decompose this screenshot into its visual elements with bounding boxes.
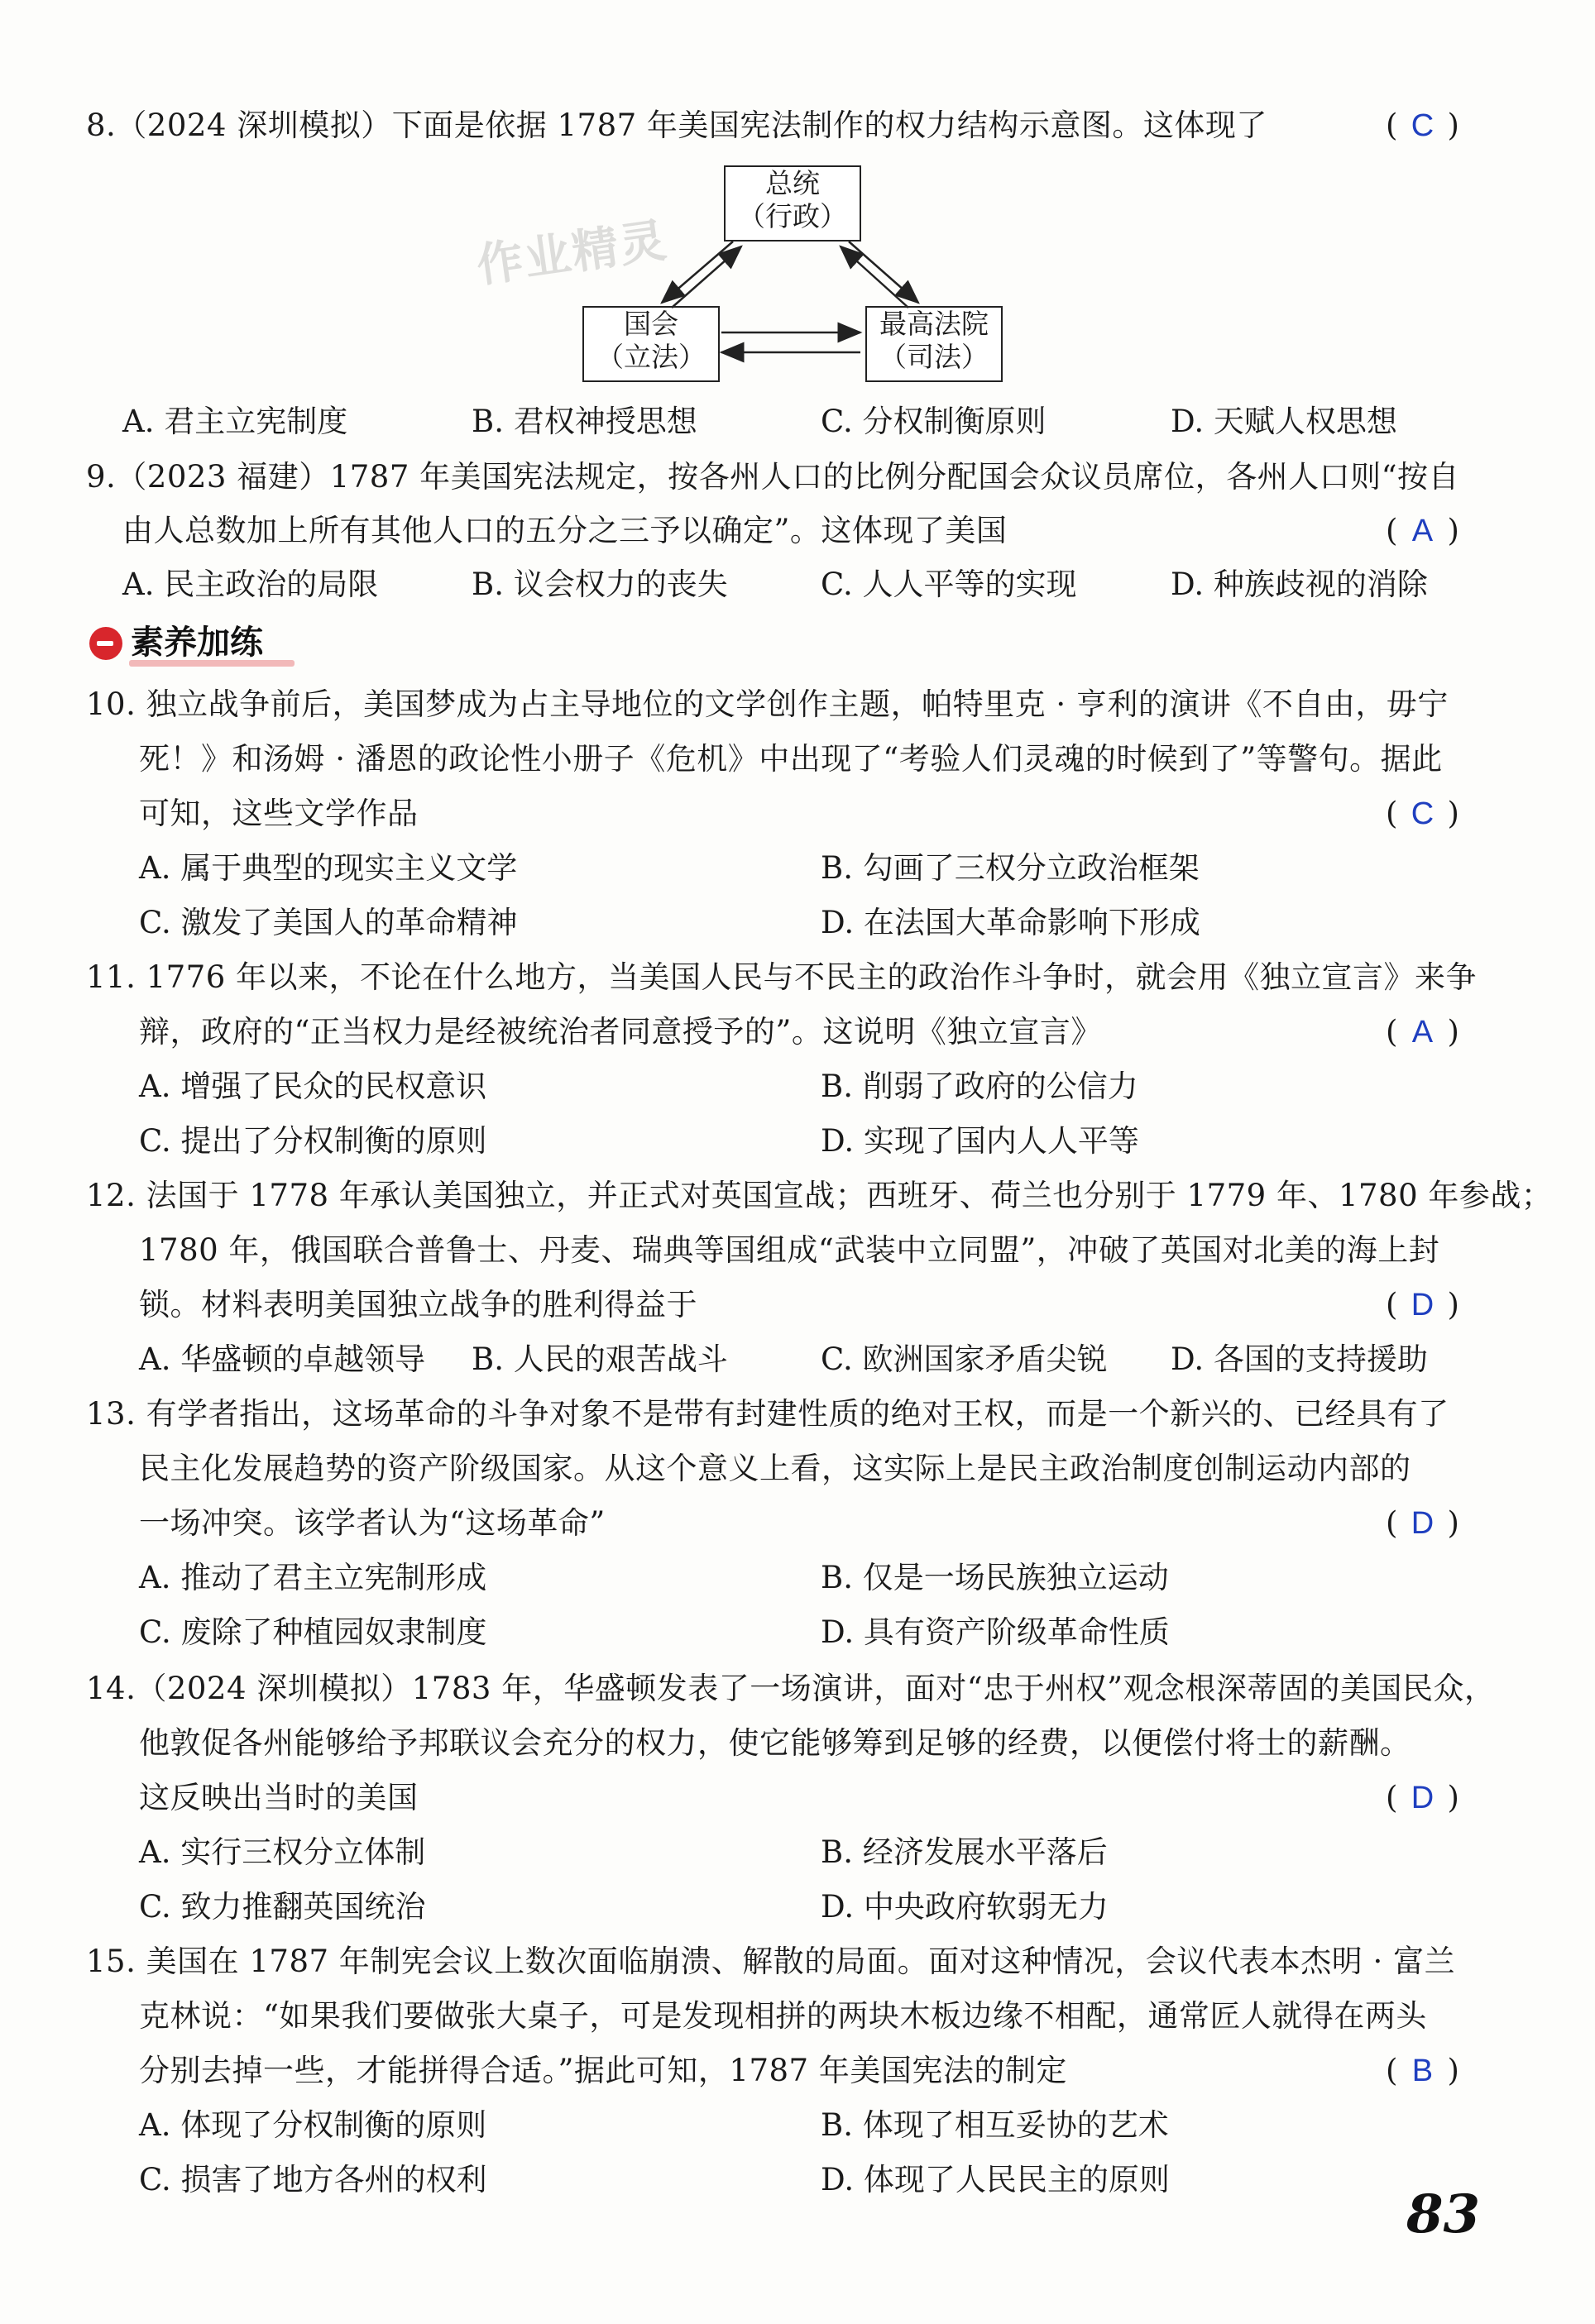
q15-answer: ( B ) (1386, 2053, 1459, 2088)
section-title: 素养加练 (131, 624, 263, 662)
box-president-title: 总统 (765, 167, 820, 199)
q12-line-1: 12. 法国于 1778 年承认美国独立，并正式对英国宣战；西班牙、荷兰也分别于 1779 年、1780 年参战； (86, 1178, 1553, 1213)
q10-option-d[interactable]: D. 在法国大革命影响下形成 (821, 905, 1200, 940)
q14-line-2: 他敦促各州能够给予邦联议会充分的权力，使它能够筹到足够的经费，以便偿付将士的薪酬。 (139, 1725, 1411, 1761)
q8-stem: 8.（2024 深圳模拟）下面是依据 1787 年美国宪法制作的权力结构示意图。这体现了 (86, 108, 1267, 143)
q12-answer: ( D ) (1386, 1287, 1459, 1322)
q10-line-2: 死！》和汤姆 · 潘恩的政论性小册子《危机》中出现了“考验人们灵魂的时候到了”等警句。据此 (139, 741, 1443, 777)
q13-answer: ( D ) (1386, 1505, 1459, 1541)
box-congress-role: （立法） (596, 341, 706, 373)
q12-line-2: 1780 年，俄国联合普鲁士、丹麦、瑞典等国组成“武装中立同盟”，冲破了英国对北美的海上封 (139, 1232, 1440, 1268)
q14-line-1: 14.（2024 深圳模拟）1783 年，华盛顿发表了一场演讲，面对“忠于州权”观念根深蒂固的美国民众， (86, 1671, 1496, 1706)
q11-option-c[interactable]: C. 提出了分权制衡的原则 (139, 1123, 487, 1159)
q8-answer-letter: C (1411, 108, 1435, 143)
q14-answer: ( D ) (1386, 1780, 1459, 1815)
section-header (89, 619, 296, 667)
box-court-role: （司法） (879, 341, 989, 373)
q10-option-c[interactable]: C. 激发了美国人的革命精神 (139, 905, 518, 940)
q9-option-d[interactable]: D. 种族歧视的消除 (1171, 567, 1428, 602)
q14-option-c[interactable]: C. 致力推翻英国统治 (139, 1889, 426, 1925)
q9-option-b[interactable]: B. 议会权力的丧失 (472, 567, 728, 602)
q8-answer: ( C ) (1386, 108, 1459, 143)
q9-answer: ( A ) (1386, 513, 1459, 548)
q11-line-2: 辩，政府的“正当权力是经被统治者同意授予的”。这说明《独立宣言》 (139, 1014, 1102, 1050)
q13-option-d[interactable]: D. 具有资产阶级革命性质 (821, 1614, 1170, 1650)
q15-option-d[interactable]: D. 体现了人民民主的原则 (821, 2162, 1170, 2197)
page-number: 83 (1406, 2183, 1481, 2245)
q11-option-b[interactable]: B. 削弱了政府的公信力 (821, 1069, 1138, 1104)
q14-option-a[interactable]: A. 实行三权分立体制 (139, 1834, 426, 1870)
q9-line-1: 9.（2023 福建）1787 年美国宪法规定，按各州人口的比例分配国会众议员席位，各州人口则“按自 (86, 459, 1460, 495)
q10-line-1: 10. 独立战争前后，美国梦成为占主导地位的文学创作主题，帕特里克 · 亨利的演讲《不自由，毋宁 (86, 686, 1449, 722)
q13-answer-letter: D (1411, 1506, 1435, 1541)
q15-line-3: 分别去掉一些，才能拼得合适。”据此可知，1787 年美国宪法的制定 (139, 2053, 1067, 2088)
q11-answer-letter: A (1411, 1015, 1434, 1050)
q8-option-c[interactable]: C. 分权制衡原则 (821, 404, 1047, 439)
q15-line-2: 克林说：“如果我们要做张大桌子，可是发现相拼的两块木板边缘不相配，通常匠人就得在两头 (139, 1998, 1427, 2034)
q14-option-b[interactable]: B. 经济发展水平落后 (821, 1834, 1108, 1870)
q15-option-a[interactable]: A. 体现了分权制衡的原则 (139, 2107, 487, 2143)
q11-option-d[interactable]: D. 实现了国内人人平等 (821, 1123, 1139, 1159)
minus-circle-icon (89, 627, 122, 660)
q15-answer-letter: B (1411, 2054, 1434, 2088)
power-structure-diagram (571, 159, 1018, 390)
box-court-title: 最高法院 (879, 308, 989, 340)
q9-line-2: 由人总数加上所有其他人口的五分之三予以确定”。这体现了美国 (122, 513, 1008, 548)
q13-line-1: 13. 有学者指出，这场革命的斗争对象不是带有封建性质的绝对王权，而是一个新兴的、已经具有了 (86, 1396, 1449, 1432)
q12-line-3: 锁。材料表明美国独立战争的胜利得益于 (139, 1287, 697, 1322)
q10-option-b[interactable]: B. 勾画了三权分立政治框架 (821, 850, 1200, 886)
q13-line-3: 一场冲突。该学者认为“这场革命” (139, 1505, 606, 1541)
q9-option-a[interactable]: A. 民主政治的局限 (122, 567, 379, 602)
q9-answer-letter: A (1411, 514, 1434, 548)
q8-option-d[interactable]: D. 天赋人权思想 (1171, 404, 1397, 439)
q9-option-c[interactable]: C. 人人平等的实现 (821, 567, 1077, 602)
q14-line-3: 这反映出当时的美国 (139, 1780, 419, 1815)
q12-option-b[interactable]: B. 人民的艰苦战斗 (472, 1341, 728, 1377)
q10-option-a[interactable]: A. 属于典型的现实主义文学 (139, 850, 518, 886)
q15-line-1: 15. 美国在 1787 年制宪会议上数次面临崩溃、解散的局面。面对这种情况，会议代表本杰明 · 富兰 (86, 1944, 1456, 1979)
q14-option-d[interactable]: D. 中央政府软弱无力 (821, 1889, 1109, 1925)
watermark: 作业精灵 (473, 213, 672, 294)
q10-line-3: 可知，这些文学作品 (139, 796, 419, 831)
q13-option-c[interactable]: C. 废除了种植园奴隶制度 (139, 1614, 487, 1650)
box-president-role: （行政） (738, 200, 847, 232)
q10-answer-letter: C (1411, 796, 1435, 831)
q13-line-2: 民主化发展趋势的资产阶级国家。从这个意义上看，这实际上是民主政治制度创制运动内部的 (139, 1451, 1411, 1486)
q8-option-b[interactable]: B. 君权神授思想 (472, 404, 697, 439)
q11-line-1: 11. 1776 年以来，不论在什么地方，当美国人民与不民主的政治作斗争时，就会用《独立宣言》来争 (86, 959, 1478, 995)
q12-option-a[interactable]: A. 华盛顿的卓越领导 (139, 1341, 426, 1377)
q10-answer: ( C ) (1386, 796, 1459, 831)
q15-option-c[interactable]: C. 损害了地方各州的权利 (139, 2162, 487, 2197)
q12-option-c[interactable]: C. 欧洲国家矛盾尖锐 (821, 1341, 1108, 1377)
q15-option-b[interactable]: B. 体现了相互妥协的艺术 (821, 2107, 1169, 2143)
q8-option-a[interactable]: A. 君主立宪制度 (122, 404, 348, 439)
q13-option-b[interactable]: B. 仅是一场民族独立运动 (821, 1560, 1169, 1595)
q13-option-a[interactable]: A. 推动了君主立宪制形成 (139, 1560, 487, 1595)
q12-answer-letter: D (1411, 1288, 1435, 1322)
box-congress-title: 国会 (624, 308, 678, 340)
diagram-arrows (571, 159, 1018, 390)
q11-answer: ( A ) (1386, 1014, 1459, 1050)
q14-answer-letter: D (1411, 1781, 1435, 1815)
q11-option-a[interactable]: A. 增强了民众的民权意识 (139, 1069, 487, 1104)
q12-option-d[interactable]: D. 各国的支持援助 (1171, 1341, 1428, 1377)
